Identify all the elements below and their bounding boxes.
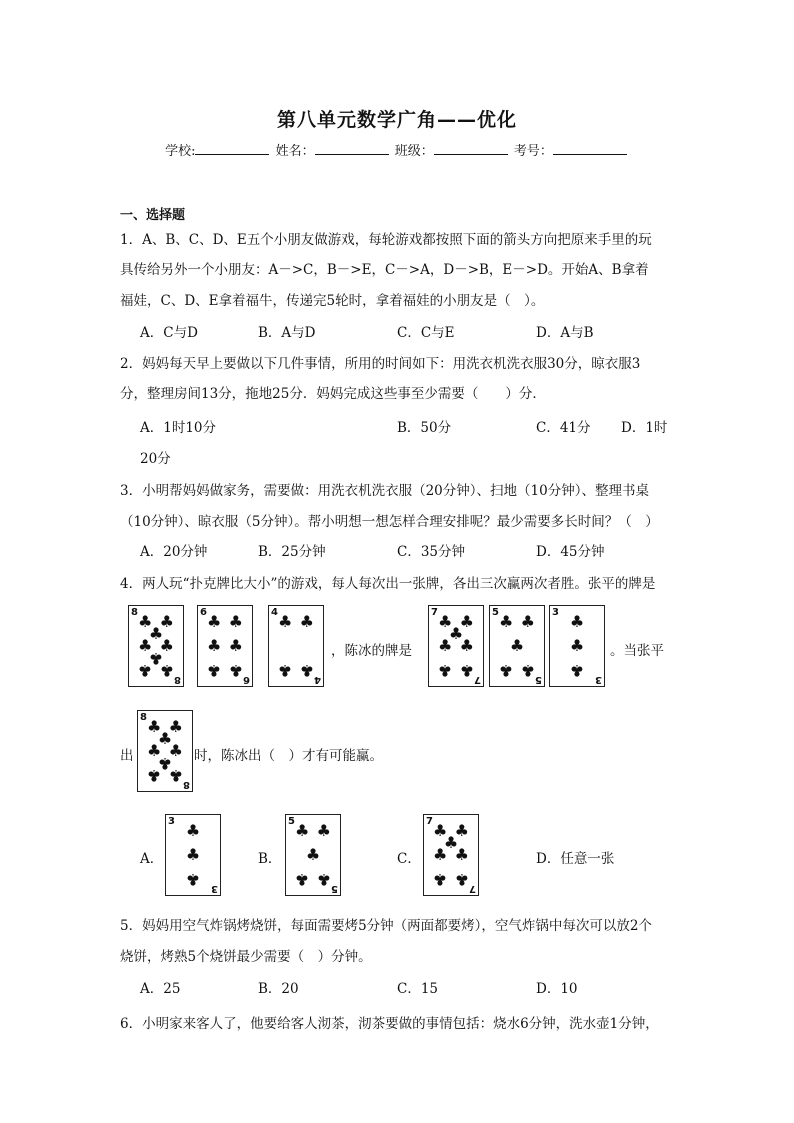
q3-line-1: 3．小明帮妈妈做家务，需要做：用洗衣机洗衣服（20分钟）、扫地（10分钟）、整理书桌 [120, 483, 649, 499]
chen-card [489, 605, 545, 687]
club-icon: ♣ [454, 870, 469, 889]
card-rank-bottom: 7 [469, 883, 476, 894]
card-rank-bottom: 3 [595, 674, 602, 685]
club-icon: ♣ [138, 636, 153, 655]
club-icon: ♣ [459, 636, 474, 655]
zhang-card [268, 605, 324, 687]
q4-option-d[interactable]: D．任意一张 [536, 851, 615, 867]
club-icon: ♣ [433, 870, 448, 889]
club-icon: ♣ [138, 612, 153, 631]
card-rank-bottom: 4 [314, 674, 321, 685]
club-icon: ♣ [459, 661, 474, 680]
club-icon: ♣ [168, 717, 183, 736]
club-icon: ♣ [454, 845, 469, 864]
club-icon: ♣ [147, 717, 162, 736]
club-icon: ♣ [433, 845, 448, 864]
q5-option-b[interactable]: B．20 [258, 981, 299, 997]
club-icon: ♣ [278, 612, 293, 631]
school-field[interactable] [195, 142, 269, 155]
q2-option-c[interactable]: C．41分 [536, 420, 591, 436]
club-icon: ♣ [159, 612, 174, 631]
card-rank-top: 3 [168, 816, 175, 827]
q1-line-3: 福娃，C、D、E拿着福牛，传递完5轮时，拿着福娃的小朋友是（ ）。 [120, 293, 545, 309]
club-icon: ♣ [438, 612, 453, 631]
club-icon: ♣ [509, 636, 525, 655]
club-icon: ♣ [569, 636, 585, 655]
card-rank-bottom: 8 [174, 674, 181, 685]
club-icon: ♣ [520, 661, 535, 680]
club-icon: ♣ [316, 870, 331, 889]
card-rank-bottom: 5 [535, 674, 542, 685]
club-icon: ♣ [438, 636, 453, 655]
q1-option-a[interactable]: A．C与D [140, 325, 198, 341]
club-icon: ♣ [569, 661, 585, 680]
q2-line-2: 分，整理房间13分，拖地25分．妈妈完成这些事至少需要（ ）分． [120, 386, 546, 402]
q1-line-1: 1．A、B、C、D、E五个小朋友做游戏，每轮游戏都按照下面的箭头方向把原来手里的玩 [120, 232, 652, 248]
club-icon: ♣ [438, 661, 453, 680]
club-icon: ♣ [168, 741, 183, 760]
q2-option-a[interactable]: A．1时10分 [140, 420, 217, 436]
club-icon: ♣ [157, 754, 173, 773]
zhang-card [128, 605, 184, 687]
club-icon: ♣ [499, 661, 514, 680]
club-icon: ♣ [299, 612, 314, 631]
student-info-line [0, 140, 794, 159]
club-icon: ♣ [433, 821, 448, 840]
club-icon: ♣ [316, 821, 331, 840]
q4-line-1: 4．两人玩“扑克牌比大小”的游戏，每人每次出一张牌，各出三次赢两次者胜。张平的牌是 [120, 576, 656, 592]
q2-line-1: 2．妈妈每天早上要做以下几件事情，所用的时间如下：用洗衣机洗衣服30分，晾衣服3 [120, 356, 641, 372]
q1-line-2: 具传给另外一个小朋友：A－>C，B－>E，C－>A，D－>B，E－>D。开始A、B拿着 [120, 262, 649, 278]
q1-option-b[interactable]: B．A与D [258, 325, 316, 341]
club-icon: ♣ [278, 661, 293, 680]
card-rank-top: 8 [140, 712, 147, 723]
option-card [165, 814, 221, 896]
club-icon: ♣ [157, 729, 173, 748]
q2-option-d-wrap: 20分 [140, 451, 171, 467]
q5-line-1: 5．妈妈用空气炸锅烤烧饼，每面需要烤5分钟（两面都要烤），空气炸锅中每次可以放2个 [120, 918, 653, 934]
q4-pre-label: 出 [120, 748, 134, 764]
club-icon: ♣ [569, 612, 585, 631]
club-icon: ♣ [295, 870, 310, 889]
card-rank-top: 5 [492, 607, 499, 618]
q4-option-a[interactable]: A． [140, 851, 164, 867]
q1-option-c[interactable]: C．C与E [397, 325, 455, 341]
card-rank-top: 3 [552, 607, 559, 618]
exam-number-field[interactable] [553, 142, 627, 155]
club-icon: ♣ [454, 821, 469, 840]
option-card [423, 814, 479, 896]
q4-question-text: 时，陈冰出（ ）才有可能赢。 [194, 748, 383, 764]
club-icon: ♣ [459, 612, 474, 631]
chen-card [428, 605, 484, 687]
option-card [285, 814, 341, 896]
card-rank-bottom: 5 [331, 883, 338, 894]
card-rank-top: 8 [131, 607, 138, 618]
q3-line-2: （10分钟）、晾衣服（5分钟）。帮小明想一想怎样合理安排呢？最少需要多长时间？（ ） [120, 514, 659, 530]
club-icon: ♣ [148, 624, 164, 643]
card-rank-top: 7 [431, 607, 438, 618]
club-icon: ♣ [185, 870, 201, 889]
club-icon: ♣ [159, 661, 174, 680]
q3-option-a[interactable]: A．20分钟 [140, 544, 208, 560]
school-label: 学校: [165, 144, 196, 159]
club-icon: ♣ [295, 821, 310, 840]
club-icon: ♣ [147, 766, 162, 785]
card-rank-bottom: 8 [183, 779, 190, 790]
class-field[interactable] [434, 142, 508, 155]
q6-line-1: 6．小明家来客人了，他要给客人沏茶，沏茶要做的事情包括：烧水6分钟，洗水壶1分钟， [120, 1016, 659, 1032]
q4-after-label: 。当张平 [610, 643, 664, 659]
club-icon: ♣ [147, 741, 162, 760]
club-icon: ♣ [443, 833, 459, 852]
class-label: 班级： [394, 144, 434, 159]
q2-option-b[interactable]: B．50分 [397, 420, 452, 436]
club-icon: ♣ [228, 661, 243, 680]
club-icon: ♣ [520, 612, 535, 631]
q4-option-b[interactable]: B． [258, 851, 282, 867]
q5-option-c[interactable]: C．15 [397, 981, 439, 997]
club-icon: ♣ [138, 661, 153, 680]
club-icon: ♣ [185, 821, 201, 840]
club-icon: ♣ [228, 612, 243, 631]
club-icon: ♣ [299, 661, 314, 680]
exam-number-label: 考号： [513, 144, 553, 159]
club-icon: ♣ [185, 845, 201, 864]
club-icon: ♣ [305, 845, 321, 864]
card-rank-top: 7 [426, 816, 433, 827]
card-rank-top: 6 [200, 607, 207, 618]
club-icon: ♣ [159, 636, 174, 655]
club-icon: ♣ [448, 624, 464, 643]
q5-option-a[interactable]: A．25 [140, 981, 181, 997]
name-label: 姓名： [275, 144, 315, 159]
q3-option-d[interactable]: D．45分钟 [536, 544, 605, 560]
q3-option-c[interactable]: C．35分钟 [397, 544, 466, 560]
card-rank-top: 4 [271, 607, 278, 618]
q3-option-b[interactable]: B．25分钟 [258, 544, 326, 560]
club-icon: ♣ [207, 612, 222, 631]
card-rank-bottom: 7 [474, 674, 481, 685]
club-icon: ♣ [207, 636, 222, 655]
q5-line-2: 烧饼，烤熟5个烧饼最少需要（ ）分钟。 [120, 949, 372, 965]
chen-card [549, 605, 605, 687]
q1-option-d[interactable]: D．A与B [536, 325, 594, 341]
page-title: 第八单元数学广角——优化 [276, 109, 517, 131]
club-icon: ♣ [499, 612, 514, 631]
club-icon: ♣ [148, 649, 164, 668]
club-icon: ♣ [207, 661, 222, 680]
q4-option-c[interactable]: C． [397, 851, 421, 867]
card-rank-bottom: 6 [243, 674, 250, 685]
q2-option-d[interactable]: D．1时 [621, 420, 668, 436]
club-icon: ♣ [168, 766, 183, 785]
club-icon: ♣ [228, 636, 243, 655]
card-rank-top: 5 [288, 816, 295, 827]
card-rank-bottom: 3 [211, 883, 218, 894]
q4-chen-label: ，陈冰的牌是 [331, 643, 412, 659]
zhang-card [197, 605, 253, 687]
section-heading: 一、选择题 [120, 208, 186, 223]
name-field[interactable] [315, 142, 389, 155]
zhang-played-card [137, 710, 193, 792]
q5-option-d[interactable]: D．10 [536, 981, 578, 997]
